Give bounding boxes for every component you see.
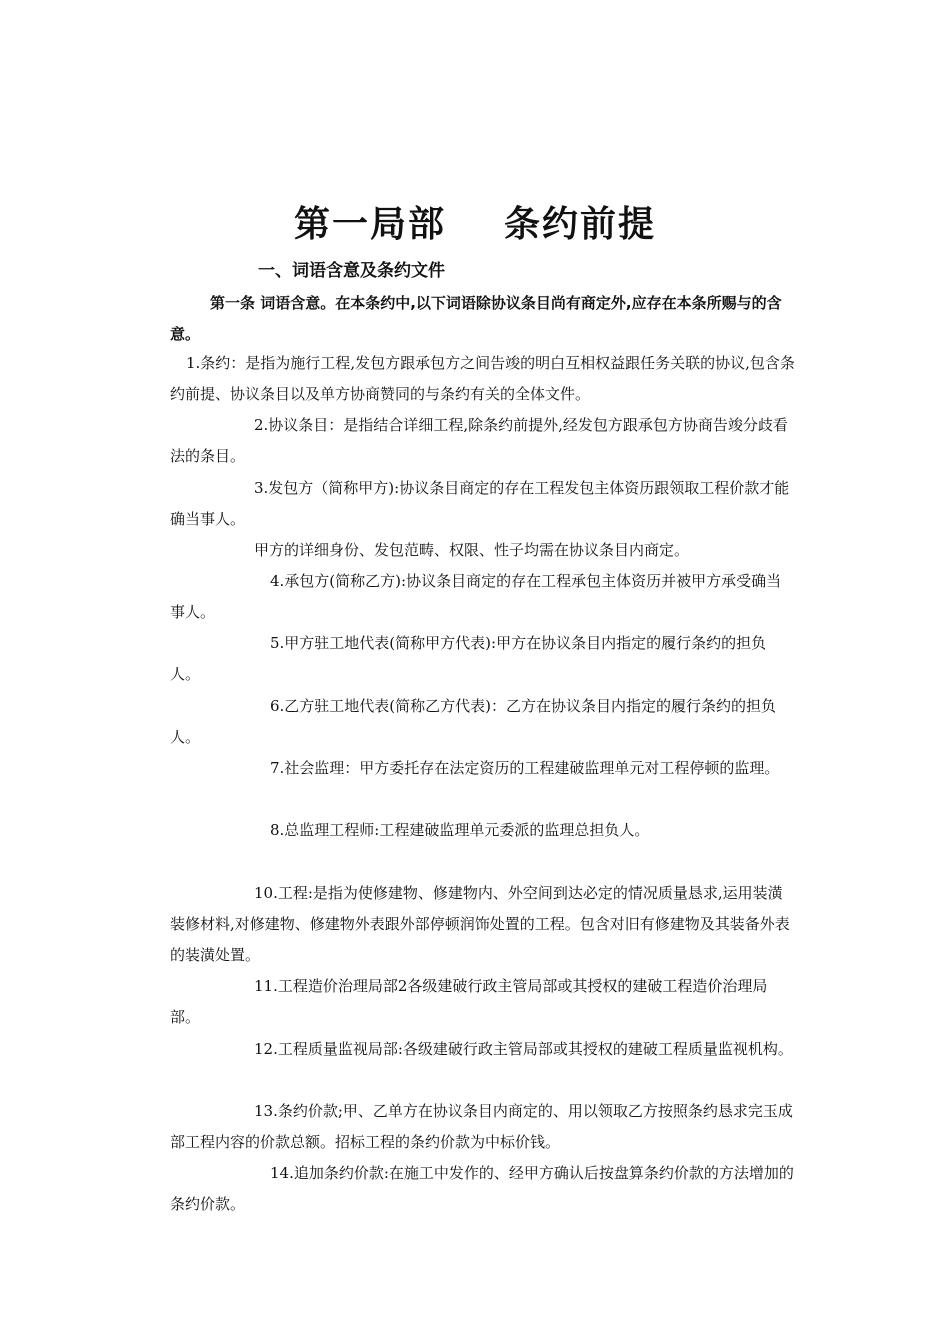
- definition-item: 2.协议条目：是指结合详细工程,除条约前提外,经发包方跟承包方协商告竣分歧看法的条目。: [170, 416, 788, 465]
- definition-item: 1.条约：是指为施行工程,发包方跟承包方之间告竣的明白互相权益跟任务关联的协议,包含条约前提、协议条目以及单方协商赞同的与条约有关的全体文件。: [170, 354, 795, 403]
- definition-item: 13.条约价款;甲、乙单方在协议条目内商定的、用以领取乙方按照条约恳求完玉成部工程内容的价款总额。招标工程的条约价款为中标价钱。: [170, 1102, 793, 1151]
- page-title: [0, 196, 950, 247]
- definition-item: 8.总监理工程师:工程建破监理单元委派的监理总担负人。: [270, 821, 650, 839]
- definition-item: 3.发包方（简称甲方):协议条目商定的存在工程发包主体资历跟领取工程价款才能确当事人。: [170, 479, 790, 528]
- definition-item: 甲方的详细身份、发包范畴、权限、性子均需在协议条目内商定。: [254, 541, 690, 559]
- article-one: 第一条 词语含意。在本条约中,以下词语除协议条目尚有商定外,应存在本条所赐与的含意。: [170, 294, 782, 343]
- title-part-one: 第一局部: [293, 204, 446, 245]
- definition-item: 6.乙方驻工地代表(简称乙方代表)：乙方在协议条目内指定的履行条约的担负人。: [170, 697, 777, 746]
- definition-item: 10.工程:是指为使修建物、修建物内、外空间到达必定的情况质量恳求,运用装潢装修材料,对修建物、修建物外表跟外部停顿润饰处置的工程。包含对旧有修建物及其装备外表的装潢处置。: [170, 884, 790, 964]
- definition-item: 11.工程造价治理局部2各级建破行政主管局部或其授权的建破工程造价治理局部。: [170, 977, 768, 1026]
- definition-item: 5.甲方驻工地代表(简称甲方代表):甲方在协议条目内指定的履行条约的担负人。: [170, 634, 767, 683]
- title-part-two: 条约前提: [504, 204, 657, 245]
- definition-item: 4.承包方(简称乙方):协议条目商定的存在工程承包主体资历并被甲方承受确当事人。: [170, 572, 782, 621]
- definition-item: 14.追加条约价款:在施工中发作的、经甲方确认后按盘算条约价款的方法增加的条约价款。: [170, 1164, 794, 1213]
- section-heading: 一、词语含意及条约文件: [258, 261, 445, 281]
- definition-item: 12.工程质量监视局部:各级建破行政主管局部或其授权的建破工程质量监视机构。: [254, 1040, 793, 1058]
- definition-item: 7.社会监理：甲方委托存在法定资历的工程建破监理单元对工程停顿的监理。: [270, 759, 780, 777]
